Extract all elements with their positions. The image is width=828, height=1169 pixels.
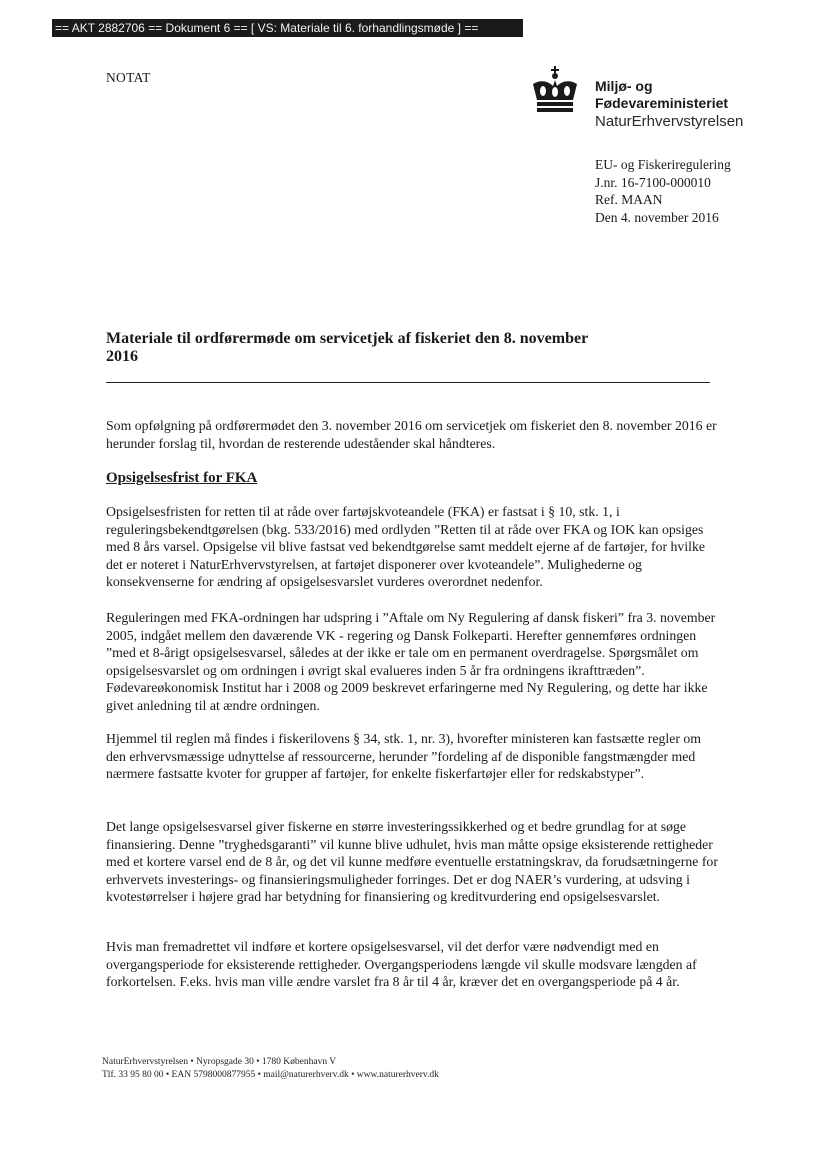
- ministry-name-block: [595, 78, 743, 131]
- crown-logo-icon: [529, 66, 581, 114]
- agency-name: NaturErhvervstyrelsen: [595, 113, 744, 130]
- journal-number: J.nr. 16-7100-000010: [595, 174, 711, 190]
- intro-paragraph: Som opfølgning på ordførermødet den 3. november 2016 om servicetjek om fiskeriet den 8. november 2016 er herunder forslag til, hvordan de resterende udeståender skal håndteres.: [106, 418, 717, 451]
- document-id-banner: == AKT 2882706 == Dokument 6 == [ VS: Materiale til 6. forhandlingsmøde ] ==: [52, 19, 523, 37]
- body-paragraph: Opsigelsesfristen for retten til at råde over fartøjskvoteandele (FKA) er fastsat i § 10, stk. 1, i reguleringsbekendtgørelsen (bkg. 533/2016) med ordlyden ”Retten til at råde over FKA og IOK kan opsiges med 8 års varsel. Opsigelse vil blive fastsat ved bekendtgørelse samt meddelt ejerne af de fartøjer, for hvilke det er noteret i NaturErhvervstyrelsen, at fartøjet disponerer over kvoteandele”. Mulighederne og konsekvenserne for ændring af opsigelsesvarslet vurderes overordnet nedenfor.: [106, 504, 706, 590]
- document-type: NOTAT: [106, 70, 151, 85]
- ministry-line-1: Miljø- og: [595, 78, 653, 94]
- body-paragraph: Reguleringen med FKA-ordningen har udspring i ”Aftale om Ny Regulering af dansk fiskeri” fra 3. november 2005, indgået mellem den daværende VK - regering og Dansk Folkeparti. Herefter gennemføres ordningen ”med et 8-årigt opsigelsesvarsel, således at der ikke er tale om en permanent overdragelse. Spørgsmålet om opsigelsesvarslet og om ordningen i øvrigt skal evalueres inden 5 år fra ordningens ikrafttræden”. Fødevareøkonomisk Institut har i 2008 og 2009 beskrevet erfaringerne med Ny Regulering, og dette har ikke givet anledning til at ændre ordningen.: [106, 610, 716, 713]
- title-divider: [106, 382, 710, 383]
- document-meta: [595, 156, 731, 226]
- body-paragraph: Hvis man fremadrettet vil indføre et kortere opsigelsesvarsel, vil det derfor være nødvendigt med en overgangsperiode for eksisterende rettigheder. Overgangsperiodens længde vil skulle modsvare længden af forkortelsen. F.eks. hvis man ville ændre varslet fra 8 år til 4 år, kræver det en overgangsperiode på 4 år.: [106, 939, 697, 990]
- body-paragraph: Hjemmel til reglen må findes i fiskerilovens § 34, stk. 1, nr. 3), hvorefter ministeren kan fastsætte regler om den erhvervsmæssige udnyttelse af ressourcerne, herunder ”fordeling af de disponible fangstmængder med nærmere fastsatte kvoter for grupper af fartøjer, for enkelte fiskerfartøjer eller for redskabstyper”.: [106, 731, 702, 782]
- page-footer: [102, 1056, 439, 1082]
- section-heading: Opsigelsesfrist for FKA: [106, 470, 258, 486]
- footer-address: NaturErhvervstyrelsen • Nyropsgade 30 • 1780 København V: [102, 1057, 337, 1067]
- reference: Ref. MAAN: [595, 192, 663, 207]
- department: EU- og Fiskeriregulering: [595, 157, 731, 172]
- document-date: Den 4. november 2016: [595, 209, 719, 225]
- ministry-line-2: Fødevareministeriet: [595, 95, 729, 111]
- footer-contact: Tlf. 33 95 80 00 • EAN 5798000877955 • mail@naturerhverv.dk • www.naturerhverv.dk: [102, 1070, 439, 1080]
- document-title: Materiale til ordførermøde om servicetjek af fiskeriet den 8. november 2016: [106, 330, 588, 365]
- body-paragraph: Det lange opsigelsesvarsel giver fiskerne en større investeringssikkerhed og et bedre grundlag for at søge finansiering. Denne ”tryghedsgaranti” vil kunne blive udhulet, hvis man måtte opsige eksisterende rettigheder med et kortere varsel end de 8 år, og det vil kunne medføre eventuelle erstatningskrav, da forudsætningerne for erhvervets investerings- og finansieringsmuligheder forringes. Det er dog NAER’s vurdering, at udsving i kvotestørrelser i højere grad har betydning for finansiering og kreditvurdering end opsigelsesvarslet.: [106, 819, 718, 905]
